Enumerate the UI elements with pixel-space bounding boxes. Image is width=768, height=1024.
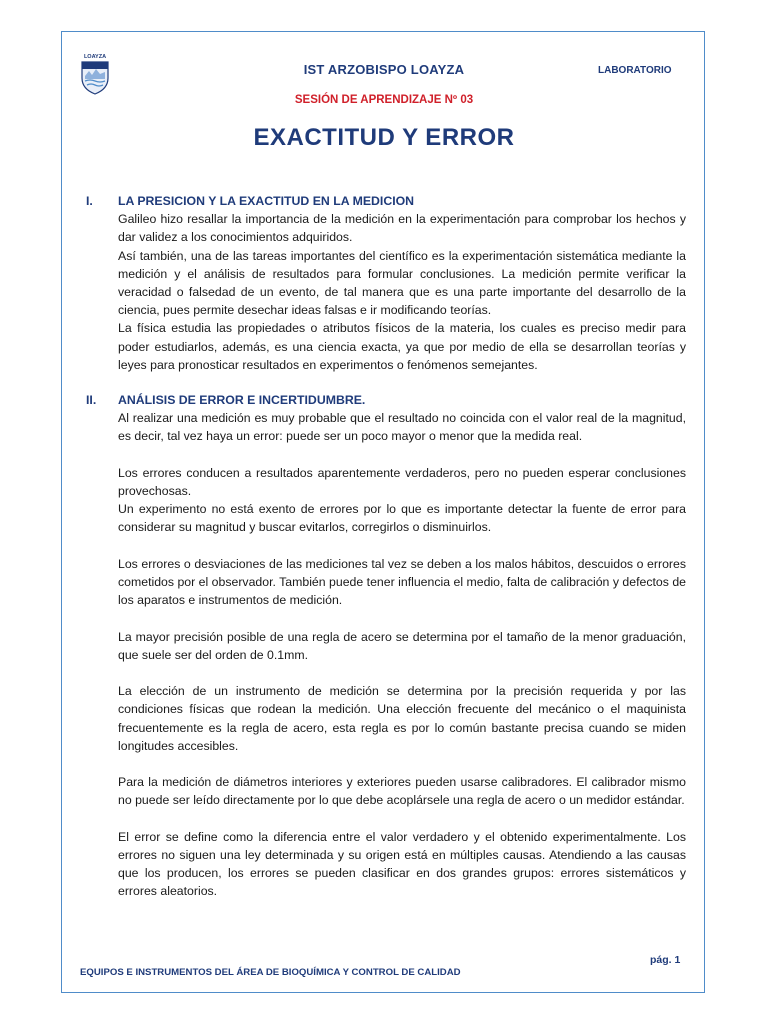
- page-number: pág. 1: [650, 954, 681, 966]
- paragraph: La elección de un instrumento de medición se determina por la precisión requerida y por las condiciones físicas que rodean la medición. Una elección frecuente del mecánico o el maquinista frecuentemente es la regla de acero, esta regla es por lo común bastante precisa cuando se miden longitudes accesibles.: [118, 684, 686, 753]
- section-heading: [86, 391, 686, 409]
- paragraph: Así también, una de las tareas importantes del científico es la experimentación sistemática mediante la medición y el análisis de resultados para formular conclusiones. La medición permite verificar la veracidad o falsedad de un evento, de tal manera que es una parte importante del desarrollo de la ciencia, pues permite desechar ideas falsas e ir modificando teorías.: [118, 248, 686, 318]
- paragraph: Los errores conducen a resultados aparentemente verdaderos, pero no pueden esperar conclusiones provechosas.: [118, 465, 686, 499]
- section-title: ANÁLISIS DE ERROR E INCERTIDUMBRE.: [118, 393, 366, 408]
- logo-text: LOAYZA: [83, 54, 107, 60]
- school-name: IST ARZOBISPO LOAYZA: [303, 62, 465, 77]
- section-body: [86, 210, 686, 374]
- page-title: EXACTITUD Y ERROR: [253, 124, 515, 151]
- paragraph: La mayor precisión posible de una regla de acero se determina por el tamaño de la menor graduación, que suele ser del orden de 0.1mm.: [118, 629, 686, 662]
- section-body: [86, 409, 686, 900]
- paragraph: Los errores o desviaciones de las mediciones tal vez se deben a los malos hábitos, descuidos o errores cometidos por el observador. También puede tener influencia el medio, falta de calibración y defectos de los aparatos e instrumentos de medición.: [118, 556, 686, 608]
- section-heading: [86, 192, 686, 210]
- paragraph: Galileo hizo resallar la importancia de la medición en la experimentación para comprobar los hechos y dar validez a los conocimientos adquiridos.: [118, 212, 686, 245]
- section-number: II.: [86, 393, 97, 408]
- paragraph: La física estudia las propiedades o atributos físicos de la materia, los cuales es preciso medir para poder estudiarlos, además, es una ciencia exacta, ya que por medio de ella se desarrollan teorías y leyes para pronosticar resultados en experimentos o fenómenos semejantes.: [118, 321, 686, 372]
- section-number: I.: [86, 194, 93, 208]
- document-body: [86, 192, 686, 901]
- paragraph: Un experimento no está exento de errores por lo que es importante detectar la fuente de error para considerar su magnitud y buscar evitarlos, corregirlos o disminuirlos.: [118, 502, 686, 535]
- section-title: LA PRESICION Y LA EXACTITUD EN LA MEDICION: [118, 194, 415, 208]
- paragraph: Para la medición de diámetros interiores y exteriores pueden usarse calibradores. El calibrador mismo no puede ser leído directamente por lo que debe acoplársele una regla de acero o un medidor estándar.: [118, 775, 686, 808]
- section-2: [86, 391, 686, 901]
- footer-text: EQUIPOS E INSTRUMENTOS DEL ÁREA DE BIOQUÍMICA Y CONTROL DE CALIDAD: [80, 967, 461, 978]
- section-1: [86, 192, 686, 374]
- session-label: SESIÓN DE APRENDIZAJE Nº 03: [294, 94, 474, 106]
- paragraph: Al realizar una medición es muy probable que el resultado no coincida con el valor real de la magnitud, es decir, tal vez haya un error: puede ser un poco mayor o menor que la medida real.: [118, 411, 686, 444]
- paragraph: El error se define como la diferencia entre el valor verdadero y el obtenido experimentalmente. Los errores no siguen una ley determinada y su origen está en múltiples causas. Atendiendo a las causas que los producen, los errores se pueden clasificar en dos grandes grupos: errores sistemáticos y errores aleatorios.: [118, 829, 686, 899]
- department-label: LABORATORIO: [598, 65, 672, 76]
